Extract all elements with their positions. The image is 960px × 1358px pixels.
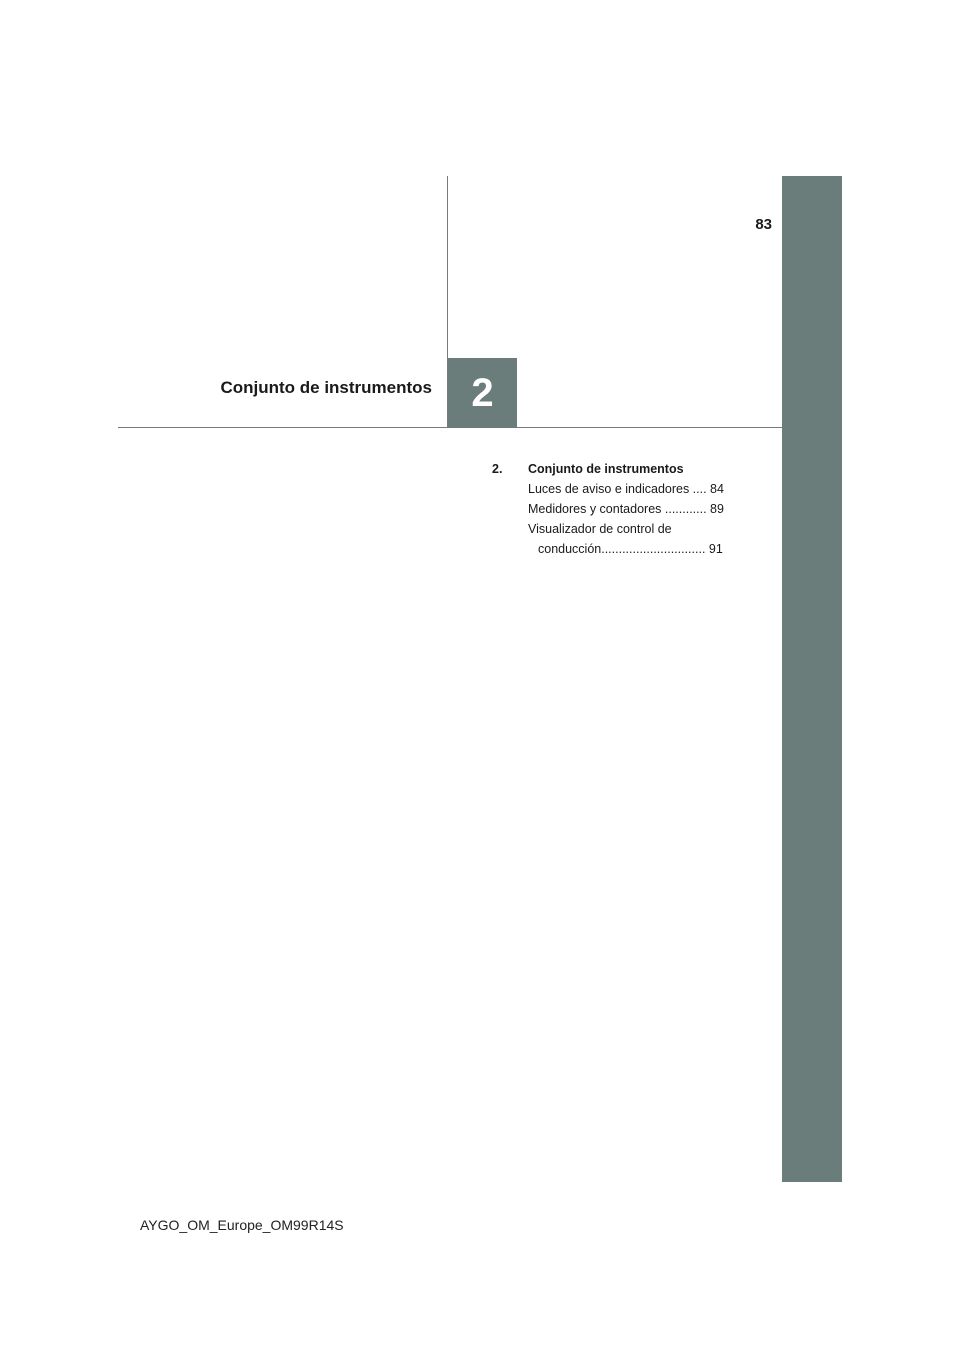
chapter-number: 2	[471, 370, 494, 415]
toc-entry-visualizador-line2: conducción.............................. 91	[538, 542, 723, 556]
toc-entry-visualizador[interactable]	[528, 519, 742, 559]
toc-entry-luces-de-aviso[interactable]: Luces de aviso e indicadores .... 84	[528, 482, 724, 496]
chapter-side-tab	[782, 176, 842, 1182]
toc-section-number: 2.	[492, 462, 503, 476]
chapter-title: Conjunto de instrumentos	[220, 378, 432, 397]
toc-section-heading	[492, 459, 742, 479]
chapter-number-box	[448, 358, 517, 428]
table-of-contents	[492, 459, 742, 559]
toc-entry-visualizador-line1: Visualizador de control de	[528, 522, 672, 536]
toc-entry-medidores[interactable]: Medidores y contadores ............ 89	[528, 502, 724, 516]
toc-section-title: Conjunto de instrumentos	[528, 462, 684, 476]
document-code: AYGO_OM_Europe_OM99R14S	[140, 1217, 344, 1233]
page-number: 83	[755, 216, 772, 233]
toc-entry-list	[492, 479, 742, 559]
